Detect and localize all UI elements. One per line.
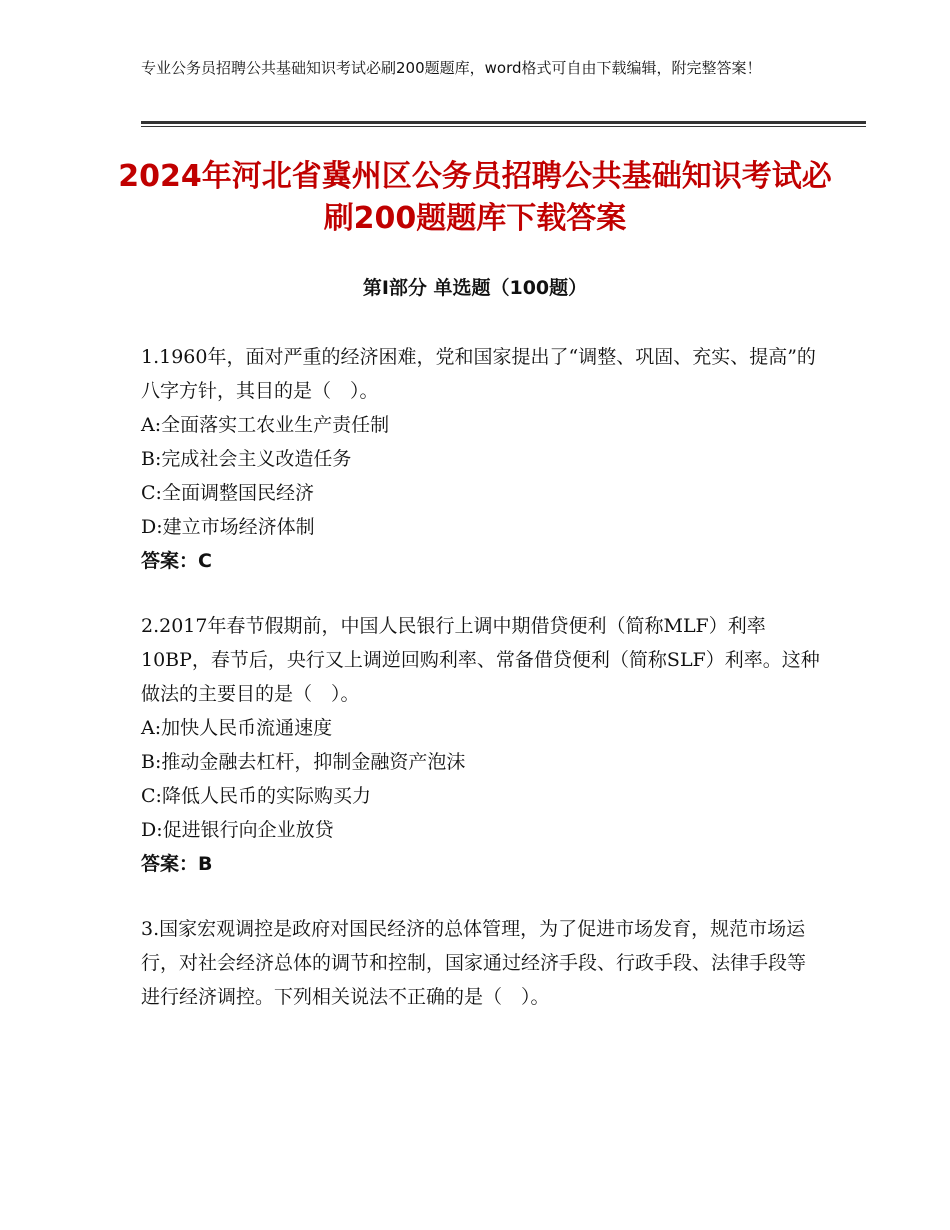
header-note: 专业公务员招聘公共基础知识考试必刷200题题库，word格式可自由下载编辑，附完整答案！ <box>141 59 762 77</box>
question-list <box>141 340 821 1045</box>
question-stem: 1.1960年，面对严重的经济困难，党和国家提出了“调整、巩固、充实、提高”的八字方针，其目的是（ ）。 <box>141 346 816 402</box>
question-stem: 3.国家宏观调控是政府对国民经济的总体管理，为了促进市场发育，规范市场运行，对社会经济总体的调节和控制，国家通过经济手段、行政手段、法律手段等进行经济调控。下列相关说法不正确的是（ ）。 <box>141 918 807 1008</box>
option-d: D:建立市场经济体制 <box>141 516 315 538</box>
question-stem: 2.2017年春节假期前，中国人民银行上调中期借贷便利（简称MLF）利率10BP，春节后，央行又上调逆回购利率、常备借贷便利（简称SLF）利率。这种做法的主要目的是（ ）。 <box>141 615 820 705</box>
option-b: B:推动金融去杠杆，抑制金融资产泡沫 <box>141 751 466 773</box>
option-a: A:全面落实工农业生产责任制 <box>141 414 390 436</box>
option-c: C:全面调整国民经济 <box>141 482 314 504</box>
question-3 <box>141 912 821 1014</box>
option-d: D:促进银行向企业放贷 <box>141 819 334 841</box>
option-c: C:降低人民币的实际购买力 <box>141 785 371 807</box>
header-rule-thin <box>141 126 866 127</box>
answer: 答案：B <box>141 853 213 875</box>
document-title: 2024年河北省冀州区公务员招聘公共基础知识考试必刷200题题库下载答案 <box>118 159 832 236</box>
option-a: A:加快人民币流通速度 <box>141 717 333 739</box>
option-b: B:完成社会主义改造任务 <box>141 448 352 470</box>
header-rule-thick <box>141 121 866 124</box>
question-1 <box>141 340 821 578</box>
answer: 答案：C <box>141 550 212 572</box>
question-2 <box>141 609 821 881</box>
section-heading: 第Ⅰ部分 单选题（100题） <box>362 277 588 299</box>
